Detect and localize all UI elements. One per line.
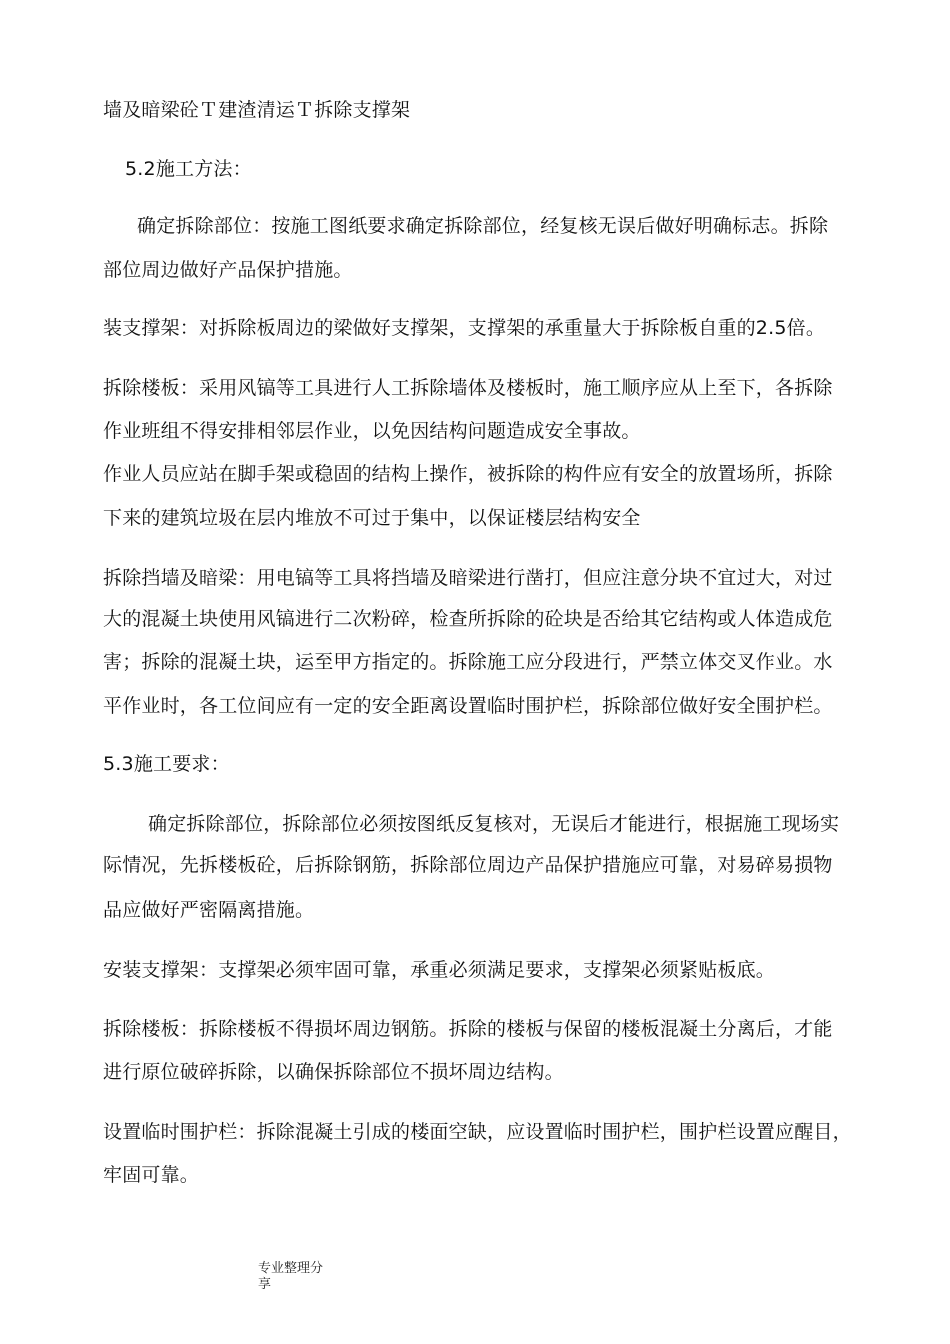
text-line: 际情况，先拆楼板砼，后拆除钢筋，拆除部位周边产品保护措施应可靠，对易碎易损物 xyxy=(103,854,833,876)
text-line: 拆除挡墙及暗梁：用电镐等工具将挡墙及暗梁进行凿打，但应注意分块不宜过大，对过 xyxy=(103,567,833,589)
text-line: 部位周边做好产品保护措施。 xyxy=(103,259,353,281)
text-line: 拆除楼板：拆除楼板不得损坏周边钢筋。拆除的楼板与保留的楼板混凝土分离后，才能 xyxy=(103,1018,833,1040)
text-line: 大的混凝土块使用风镐进行二次粉碎，检查所拆除的砼块是否给其它结构或人体造成危 xyxy=(103,608,833,630)
footer-text: 享 xyxy=(258,1277,272,1292)
text-line: 害；拆除的混凝土块，运至甲方指定的。拆除施工应分段进行，严禁立体交叉作业。水 xyxy=(103,651,833,673)
text-line: 作业班组不得安排相邻层作业，以免因结构问题造成安全事故。 xyxy=(103,420,641,442)
text-line: 安装支撑架：支撑架必须牢固可靠，承重必须满足要求，支撑架必须紧贴板底。 xyxy=(103,959,776,981)
text-line: 墙及暗梁砼Ｔ建渣清运Ｔ拆除支撑架 xyxy=(103,99,411,121)
text-line: 品应做好严密隔离措施。 xyxy=(103,899,315,921)
section-heading-5-2: 5.2施工方法： xyxy=(125,158,252,180)
text-line: 拆除楼板：采用风镐等工具进行人工拆除墙体及楼板时，施工顺序应从上至下，各拆除 xyxy=(103,377,833,399)
text-line: 作业人员应站在脚手架或稳固的结构上操作，被拆除的构件应有安全的放置场所，拆除 xyxy=(103,463,833,485)
footer-text: 专业整理分 xyxy=(258,1261,324,1276)
text-line: 装支撑架：对拆除板周边的梁做好支撑架，支撑架的承重量大于拆除板自重的2.5倍。 xyxy=(103,317,826,339)
text-line: 设置临时围护栏：拆除混凝土引成的楼面空缺，应设置临时围护栏，围护栏设置应醒目， xyxy=(103,1121,852,1143)
text-line: 牢固可靠。 xyxy=(103,1164,200,1186)
text-line: 确定拆除部位：按施工图纸要求确定拆除部位，经复核无误后做好明确标志。拆除 xyxy=(137,215,829,237)
text-line: 进行原位破碎拆除，以确保拆除部位不损坏周边结构。 xyxy=(103,1061,564,1083)
text-line: 平作业时，各工位间应有一定的安全距离设置临时围护栏，拆除部位做好安全围护栏。 xyxy=(103,695,833,717)
text-line: 下来的建筑垃圾在层内堆放不可过于集中，以保证楼层结构安全 xyxy=(103,507,641,529)
section-heading-5-3: 5.3施工要求： xyxy=(103,753,230,775)
text-line: 确定拆除部位，拆除部位必须按图纸反复核对，无误后才能进行，根据施工现场实 xyxy=(148,813,840,835)
